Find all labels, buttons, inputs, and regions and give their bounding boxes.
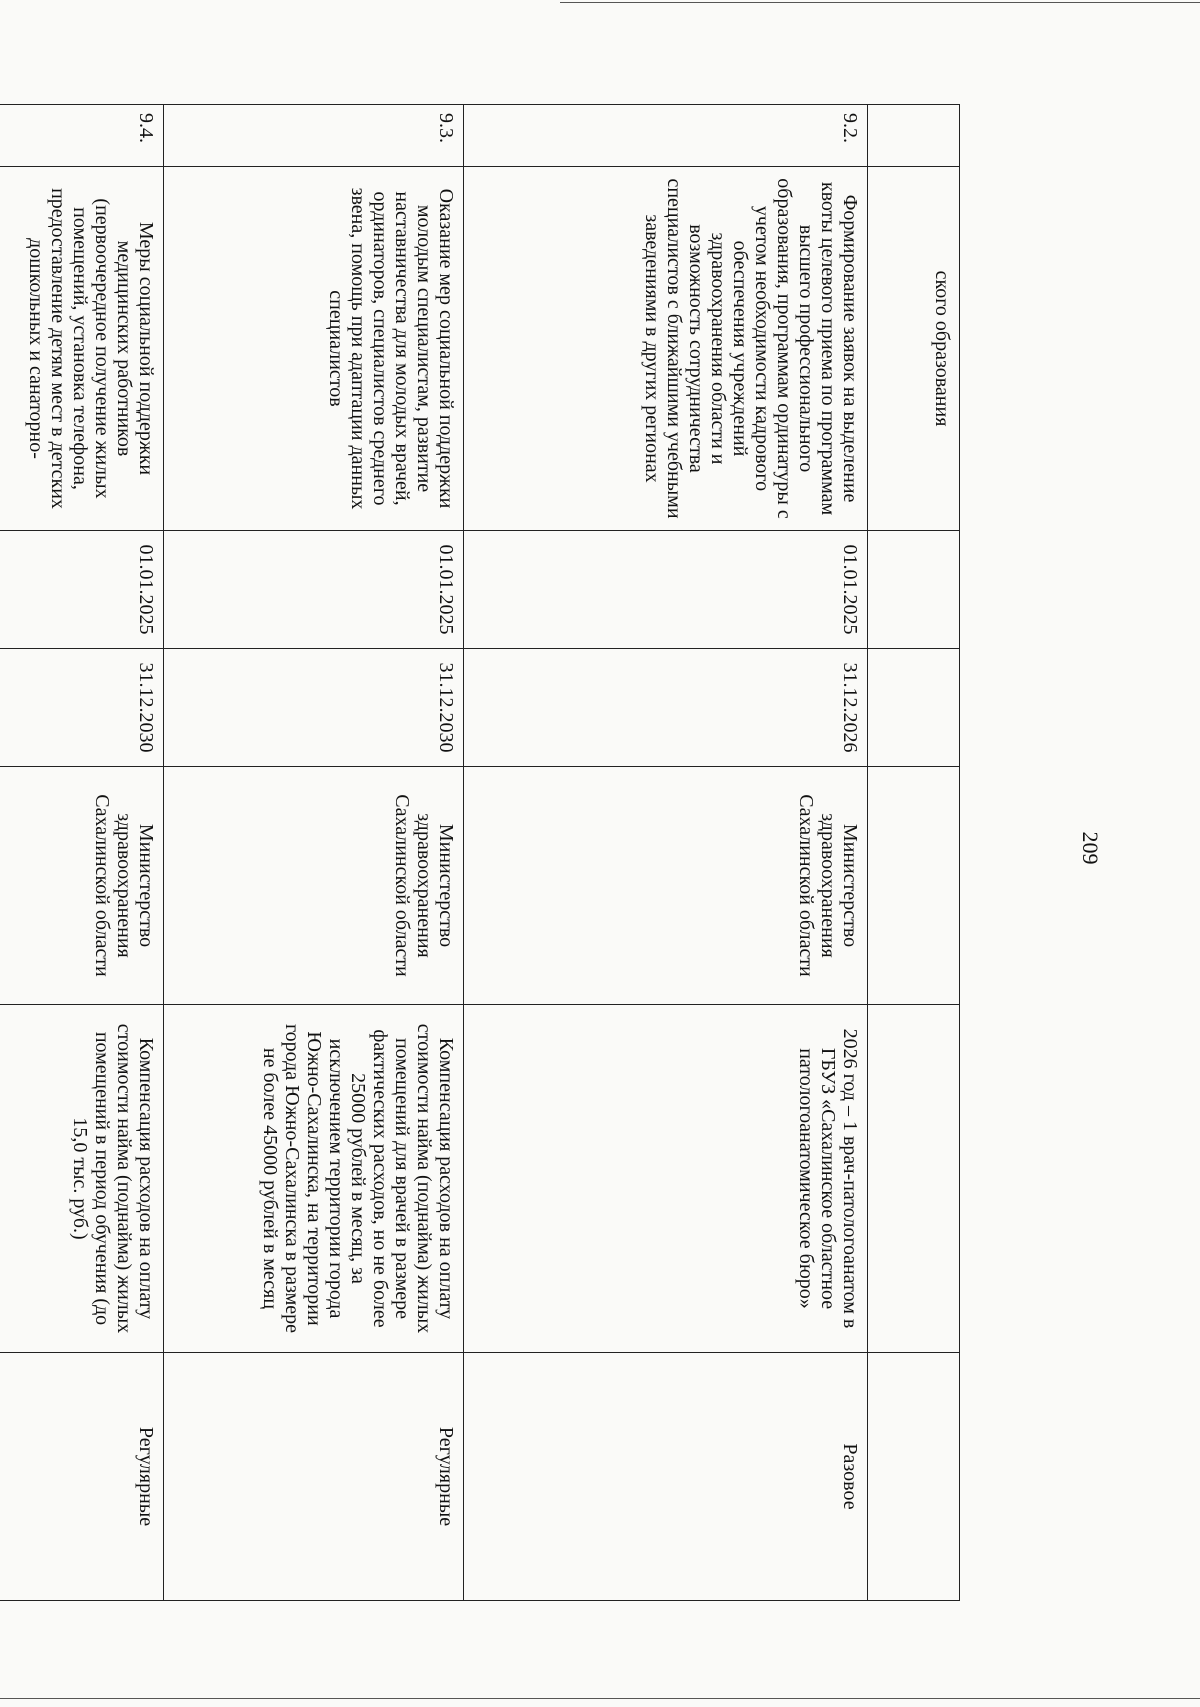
start-date-cell: 01.01.2025	[164, 531, 464, 649]
row-number: 9.4.	[0, 105, 164, 167]
end-date-cell: 31.12.2026	[464, 649, 868, 767]
executor-cell: Министерство здравоохранения Сахалинской области	[464, 767, 868, 1005]
type-cell: Разовое	[464, 1353, 868, 1601]
measures-table	[0, 104, 960, 1601]
scan-edge-line	[0, 1698, 1200, 1699]
table-cell	[868, 767, 960, 1005]
table-cell	[868, 1005, 960, 1353]
activity-cell: Оказание мер социальной поддержки молодым специалистам, развитие наставничества для молодых врачей, ординаторов, специалистов среднего звена, помощь при адаптации данных специалистов	[164, 167, 464, 531]
table-row	[164, 105, 464, 1601]
result-cell: 2026 год – 1 врач-патологоанатом в ГБУЗ «Сахалинское областное патологоанатомическое бюро»	[464, 1005, 868, 1353]
activity-cell: Меры социальной поддержки медицинских работников (первоочередное получение жилых помещений, установка телефона, предоставление детям мест в детских дошкольных и санаторно-	[0, 167, 164, 531]
page-number: 209	[1078, 831, 1103, 865]
scan-edge-line	[560, 2, 1200, 3]
executor-cell: Министерство здравоохранения Сахалинской области	[0, 767, 164, 1005]
table-row	[0, 105, 164, 1601]
row-number: 9.2.	[464, 105, 868, 167]
table-cell	[868, 1353, 960, 1601]
type-cell: Регулярные	[164, 1353, 464, 1601]
rotated-table-wrapper	[25, 104, 960, 1600]
end-date-cell: 31.12.2030	[164, 649, 464, 767]
activity-cell: Формирование заявок на выделение квоты целевого приема по программам высшего профессионального образования, программам ординатуры с учетом необходимости кадрового обеспечения учреждений здравоохранения области и возможность сотрудничества специалистов с ближайшими учебными заведениями в других регионах	[464, 167, 868, 531]
table-row	[464, 105, 868, 1601]
table-cell	[868, 105, 960, 167]
header-continuation-text: ского образования	[868, 167, 960, 531]
result-cell: Компенсация расходов на оплату стоимости найма (поднайма) жилых помещений для врачей в размере фактических расходов, но не более 25000 рублей в месяц, за исключением территории города Южно-Сахалинска, на территории города Южно-Сахалинска в размере не более 45000 рублей в месяц	[164, 1005, 464, 1353]
start-date-cell: 01.01.2025	[464, 531, 868, 649]
type-cell: Регулярные	[0, 1353, 164, 1601]
executor-cell: Министерство здравоохранения Сахалинской области	[164, 767, 464, 1005]
start-date-cell: 01.01.2025	[0, 531, 164, 649]
table-row-header-continuation	[868, 105, 960, 1601]
row-number: 9.3.	[164, 105, 464, 167]
result-cell: Компенсация расходов на оплату стоимости найма (поднайма) жилых помещений в период обучения (до 15,0 тыс. руб.)	[0, 1005, 164, 1353]
table-cell	[868, 531, 960, 649]
end-date-cell: 31.12.2030	[0, 649, 164, 767]
table-cell	[868, 649, 960, 767]
